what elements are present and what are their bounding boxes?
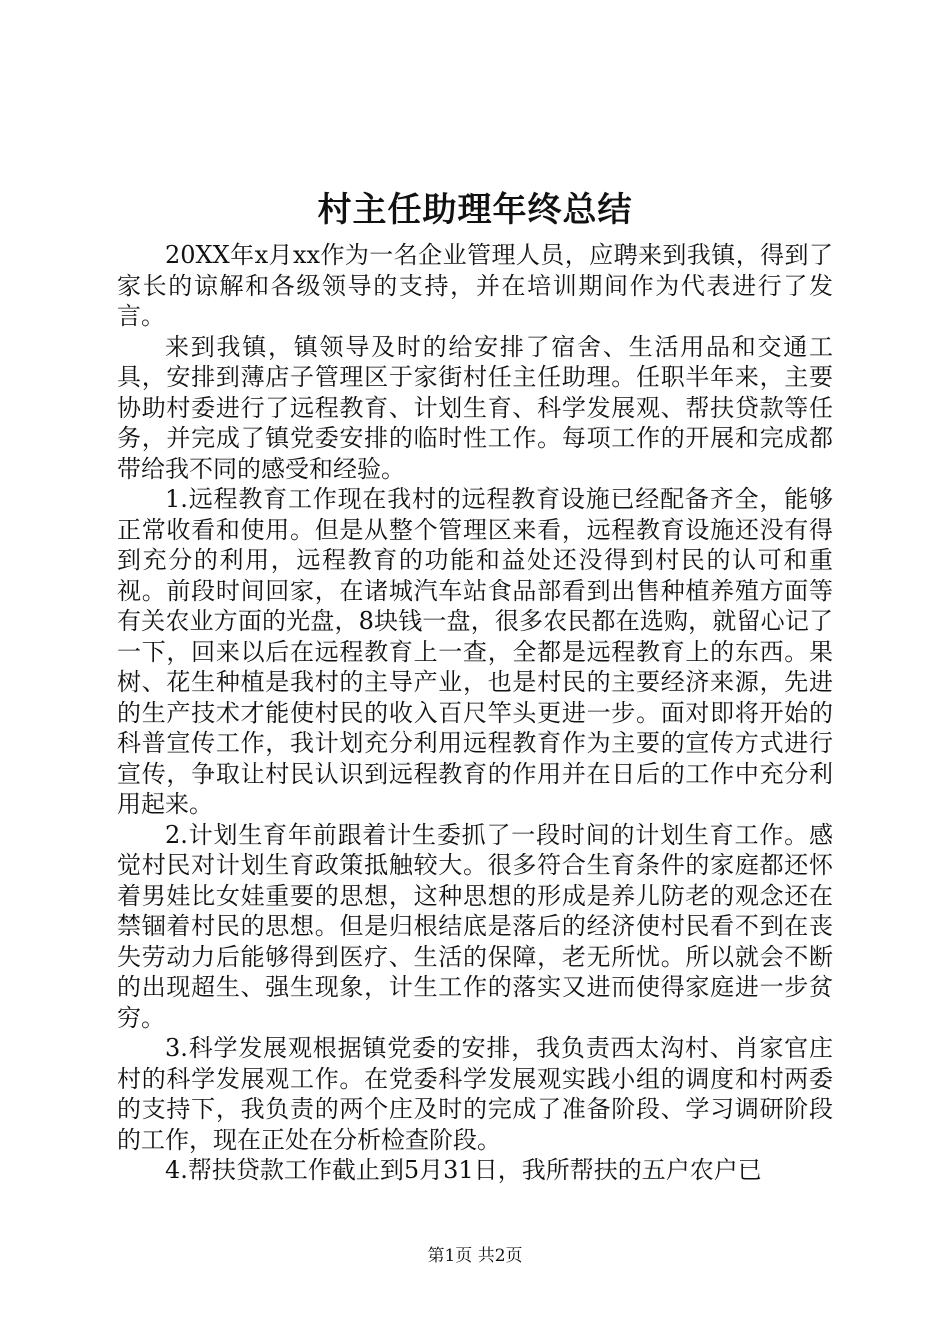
page-number-footer: 第1页 共2页: [427, 1246, 523, 1266]
paragraph-remote-education: 1.远程教育工作现在我村的远程教育设施已经配备齐全，能够正常收看和使用。但是从整个管理区来看，远程教育设施还没有得到充分的利用，远程教育的功能和益处还没得到村民的认可和重视。前段时间回家，在诸城汽车站食品部看到出售种植养殖方面等有关农业方面的光盘，8块钱一盘，很多农民都在选购，就留心记了一下，回来以后在远程教育上一查，全都是远程教育上的东西。果树、花生种植是我村的主导产业，也是村民的主要经济来源，先进的生产技术才能使村民的收入百尺竿头更进一步。面对即将开始的科普宣传工作，我计划充分利用远程教育作为主要的宣传方式进行宣传，争取让村民认识到远程教育的作用并在日后的工作中充分利用起来。: [117, 485, 833, 818]
paragraph-scientific-development: 3.科学发展观根据镇党委的安排，我负责西太沟村、肖家官庄村的科学发展观工作。在党委科学发展观实践小组的调度和村两委的支持下，我负责的两个庄及时的完成了准备阶段、学习调研阶段的工作，现在正处在分析检查阶段。: [117, 1034, 833, 1154]
document-title: 村主任助理年终总结: [317, 190, 633, 230]
paragraph-family-planning: 2.计划生育年前跟着计生委抓了一段时间的计划生育工作。感觉村民对计划生育政策抵触较大。很多符合生育条件的家庭都还怀着男娃比女娃重要的思想，这种思想的形成是养儿防老的观念还在禁锢着村民的思想。但是归根结底是落后的经济使村民看不到在丧失劳动力后能够得到医疗、生活的保障，老无所忧。所以就会不断的出现超生、强生现象，计生工作的落实又进而使得家庭进一步贫穷。: [117, 820, 833, 1032]
paragraph-poverty-loans: 4.帮扶贷款工作截止到5月31日，我所帮扶的五户农户已: [165, 1156, 762, 1184]
paragraph-intro: 20XX年x月xx作为一名企业管理人员，应聘来到我镇，得到了家长的谅解和各级领导的支持，并在培训期间作为代表进行了发言。: [117, 241, 833, 330]
paragraph-arrival: 来到我镇，镇领导及时的给安排了宿舍、生活用品和交通工具，安排到薄店子管理区于家街村任主任助理。任职半年来，主要协助村委进行了远程教育、计划生育、科学发展观、帮扶贷款等任务，并完成了镇党委安排的临时性工作。每项工作的开展和完成都带给我不同的感受和经验。: [117, 332, 833, 483]
document-body: [117, 240, 833, 1186]
